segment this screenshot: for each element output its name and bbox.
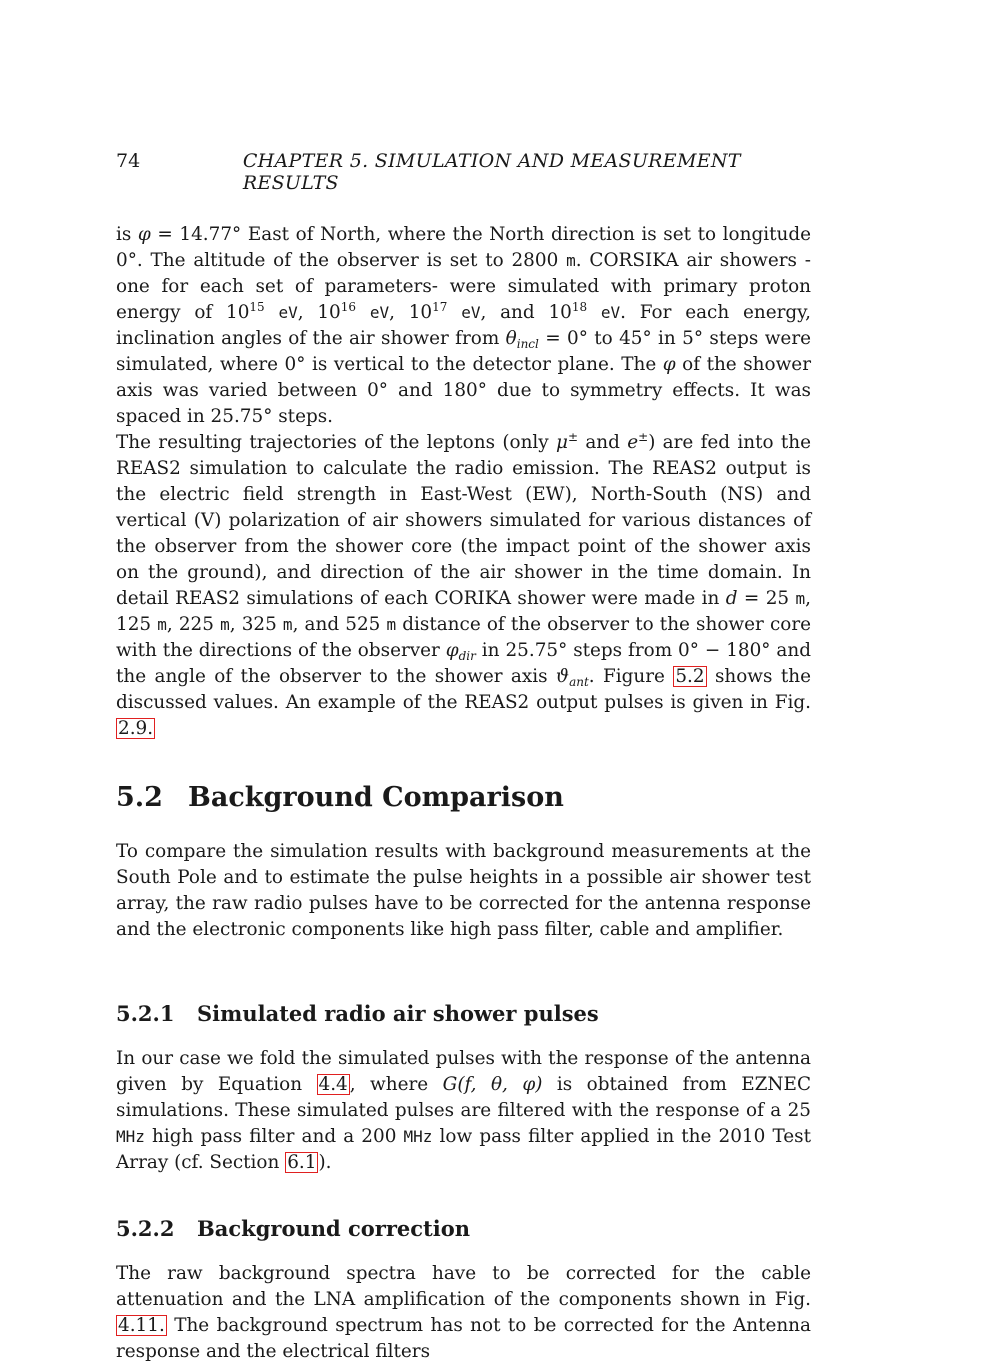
subsection-heading-5-2-2: 5.2.2 Background correction [116,1216,470,1241]
figure-ref-link[interactable]: 5.2 [675,666,705,687]
figure-ref-link[interactable]: 4.11. [118,1315,165,1336]
section-heading-5-2: 5.2 Background Comparison [116,782,564,813]
subsection-heading-5-2-1: 5.2.1 Simulated radio air shower pulses [116,1001,599,1026]
page-number: 74 [116,150,141,172]
paragraph-simulation-setup: is φ = 14.77° East of North, where the North direction is set to longitude 0°. The altitude of the observer is set to 2800 m. CORSIKA air showers -one for each set of parameters- were simulated with primary proton energy of $10^{15}$ eV, $10^{16}$ eV, $10^{17}$ eV, and $10^{18}$ eV. For each energy, inclination angles of the air shower from $\theta_{incl} = 0^\circ$ to 45° in 5° steps were simulated, where 0° is vertical to the detector plane. The φ of the shower axis was varied between 0° and 180° due to symmetry effects. It was spaced in 25.75° steps. [116,224,811,427]
figure-ref-link[interactable]: 2.9. [118,718,154,739]
equation-ref-link[interactable]: 4.4 [318,1074,348,1095]
running-header [116,150,811,194]
paragraph-background-correction: The raw background spectra have to be corrected for the cable attenuation and the LNA amplification of the components shown in Fig. 4.11. The background spectrum has not to be corrected for the Antenna response and the electrical filters [116,1263,811,1362]
page [116,150,811,1365]
section-ref-link[interactable]: 6.1 [287,1152,317,1173]
paragraph-reas2: The resulting trajectories of the leptons (only μ± and e±) are fed into the REAS2 simulation to calculate the radio emission. The REAS2 output is the electric field strength in East-West (EW), North-South (NS) and vertical (V) polarization of air showers simulated for various distances of the observer from the shower core (the impact point of the shower axis on the ground), and direction of the air shower in the time domain. In detail REAS2 simulations of each CORIKA shower were made in d = 25 m, 125 m, 225 m, 325 m, and 525 m distance of the observer to the shower core with the directions of the observer $\varphi_{dir}$ in 25.75° steps from 0° − 180° and the angle of the observer to the shower axis $ϑ_{ant}$. Figure 5.2 shows the discussed values. An example of the REAS2 output pulses is given in Fig. 2.9. [116,430,812,739]
paragraph-simulated-pulses: In our case we fold the simulated pulses with the response of the antenna given by Equation 4.4 , where G(f, θ, φ) is obtained from EZNEC simulations. These simulated pulses are filtered with the response of a 25 MHz high pass filter and a 200 MHz low pass filter applied in the 2010 Test Array (cf. Section 6.1 ). [116,1048,812,1173]
running-title: CHAPTER 5. SIMULATION AND MEASUREMENT RESULTS [242,150,741,194]
paragraph-background-comparison: To compare the simulation results with background measurements at the South Pole and to estimate the pulse heights in a possible air shower test array, the raw radio pulses have to be corrected for the antenna response and the electronic components like high pass filter, cable and amplifier. [116,841,811,940]
